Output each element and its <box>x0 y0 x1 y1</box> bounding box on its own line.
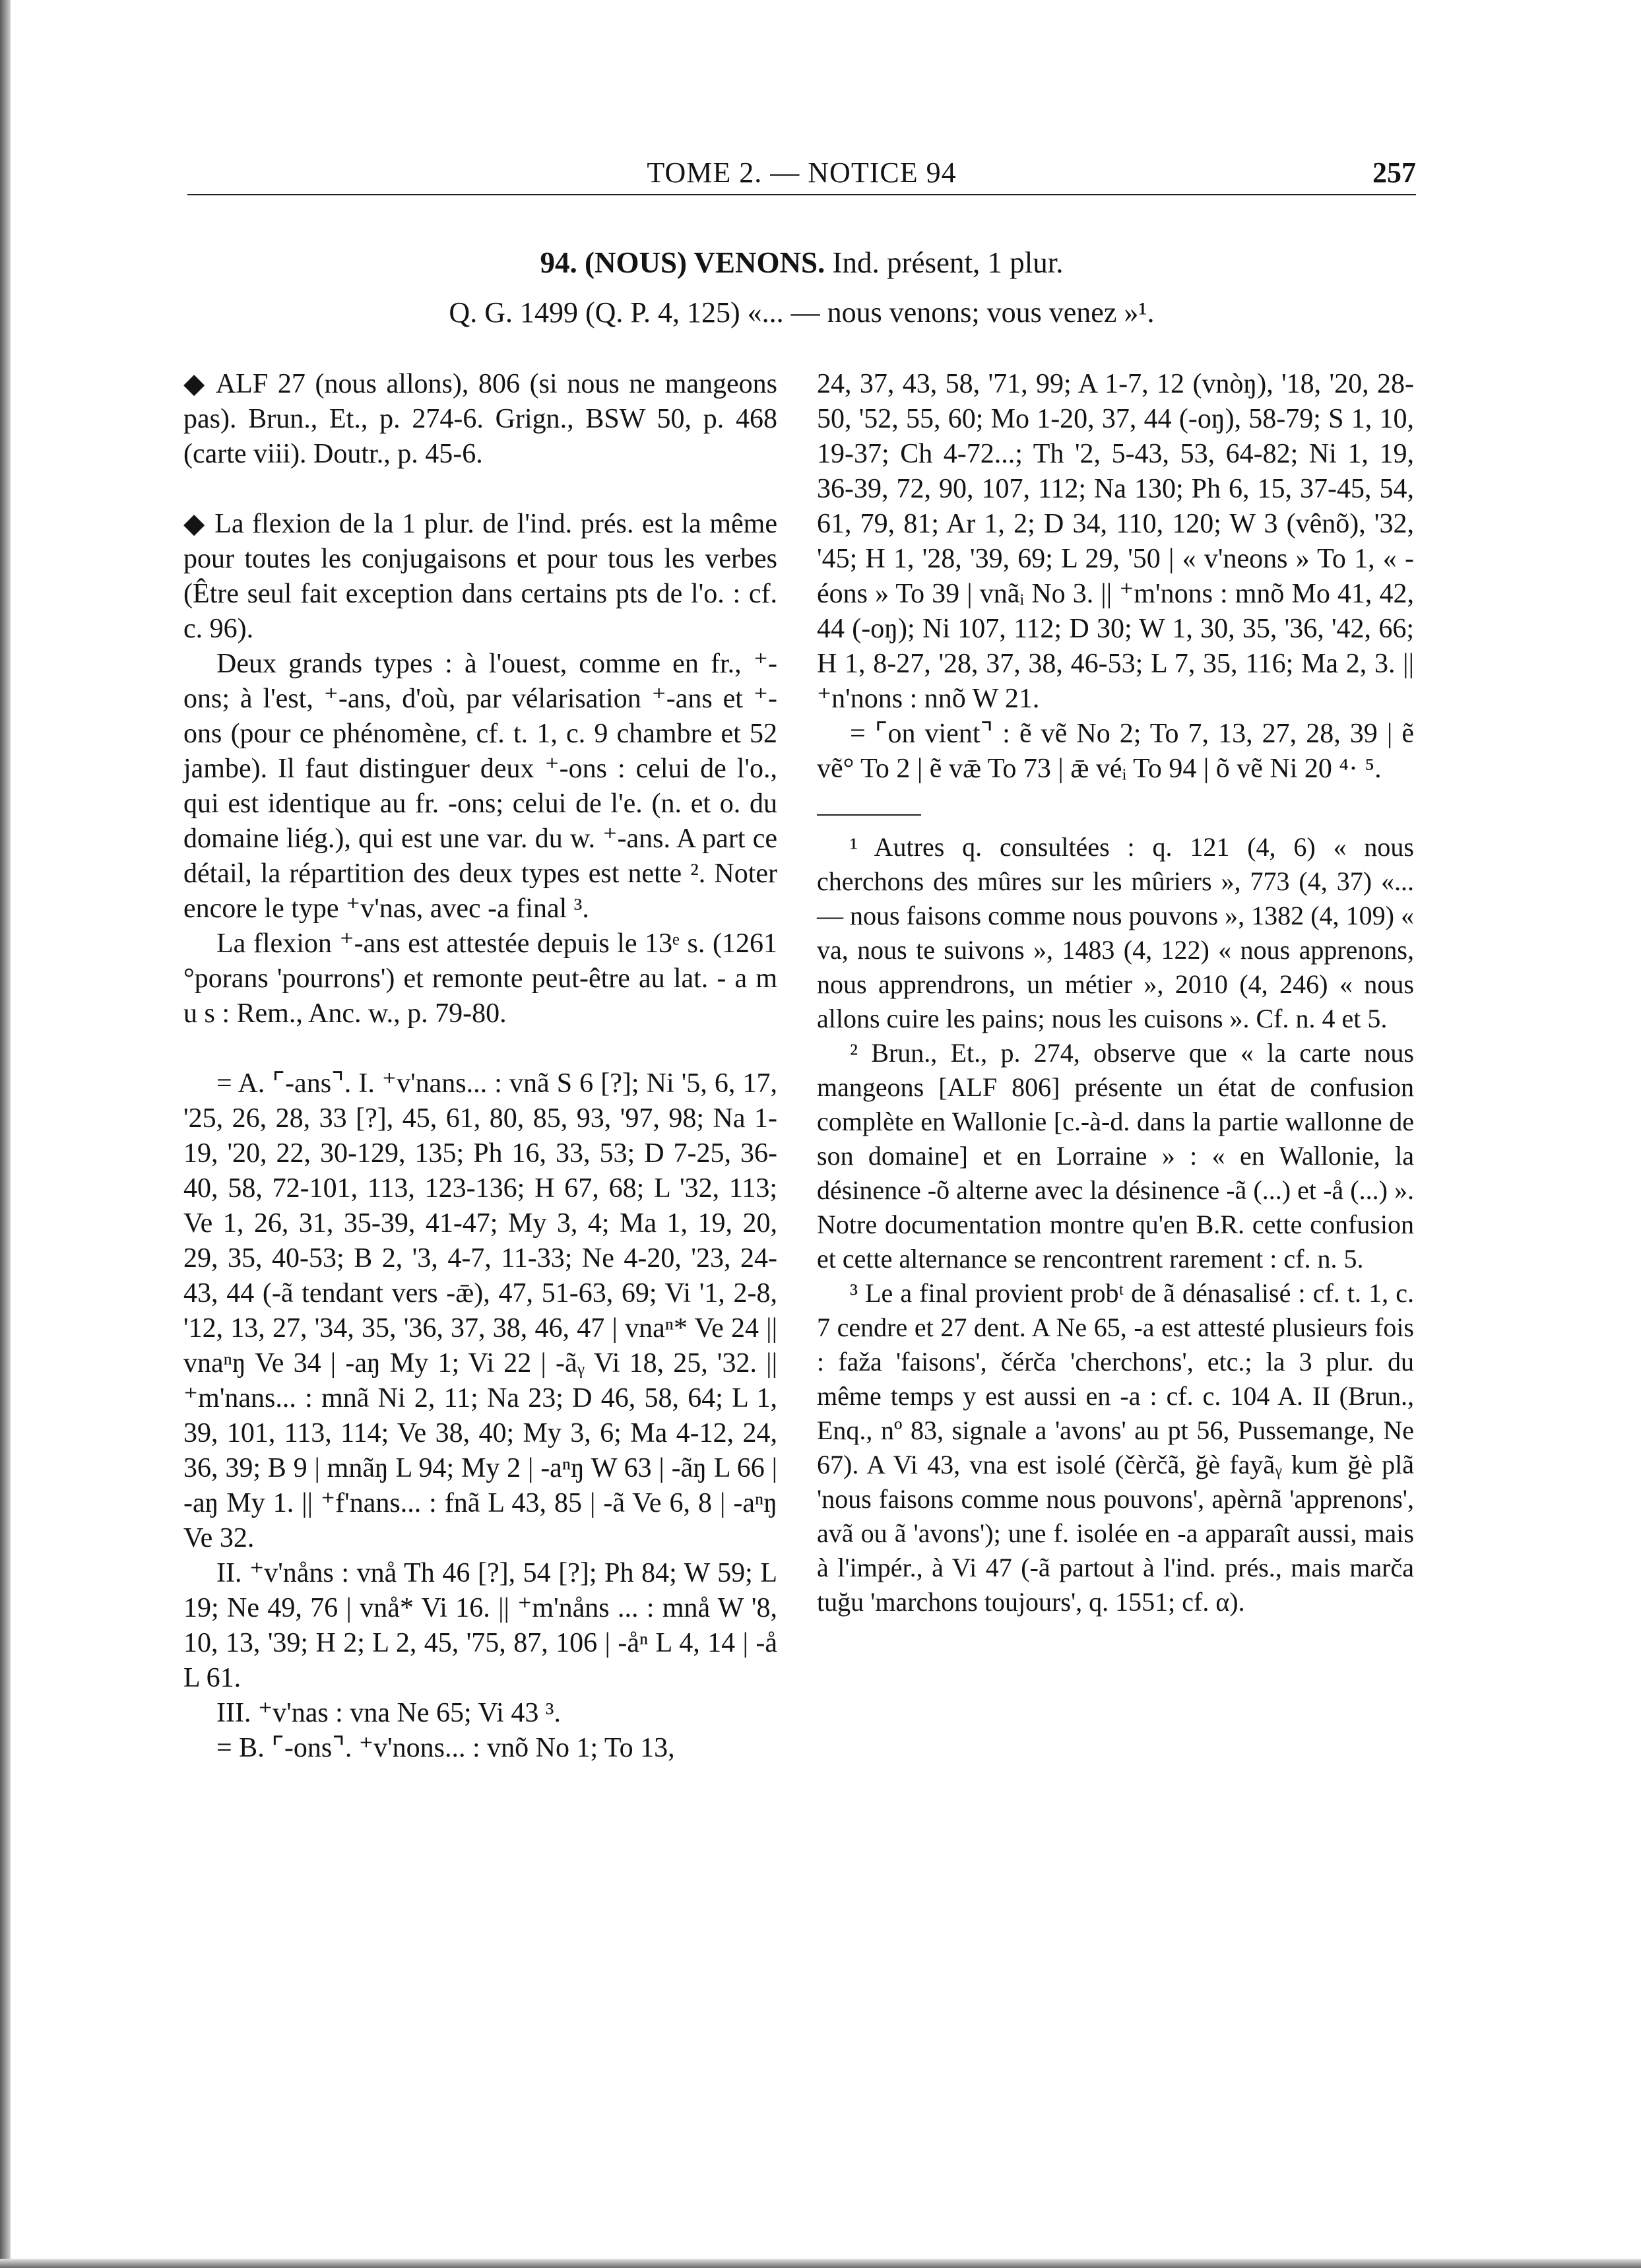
footnote-3: ³ Le a final provient probᵗ de ã dénasalisé : cf. t. 1, c. 7 cendre et 27 dent. A Ne 65, -a est attesté plusieurs fois : faža 'faisons', čérča 'cherchons', etc.; la 3 plur. du même temps y est aussi en -a : cf. c. 104 A. II (Brun., Enq., nº 83, signale a 'avons' au pt 56, Pussemange, Ne 67). A Vi 43, vna est isolé (čèrčã, ğè fayãᵧ kum ğè plã 'nous faisons comme nous pouvons', apèrnã 'apprenons', avã ou ã 'avons'); une f. isolée en -a apparaît aussi, mais à l'impér., à Vi 47 (-ã partout à l'ind. prés., mais marča tuğu 'marchons toujours', q. 1551; cf. α). <box>817 1278 1414 1617</box>
paragraph-flexion: ◆ La flexion de la 1 plur. de l'ind. prés. est la même pour toutes les conjugaisons et pour tous les verbes (Être seul fait exception dans certains pts de l'o. : cf. c. 96). <box>183 509 777 644</box>
paragraph-history: La flexion ⁺-ans est attestée depuis le 13ᵉ s. (1261 °porans 'pourrons') et remonte peut-être au lat. - a m u s : Rem., Anc. w., p. 79-80. <box>183 928 777 1029</box>
footnote-rule <box>817 814 921 816</box>
section-a-ii: II. ⁺v'nåns : vnå Th 46 [?], 54 [?]; Ph 84; W 59; L 19; Ne 49, 76 | vnå* Vi 16. || ⁺m'nåns ... : mnå W '8, 10, 13, '39; H 2; L 2, 45, '75, 87, 106 | -åⁿ L 4, 14 | -å L 61. <box>183 1558 777 1693</box>
right-column <box>817 367 1414 1619</box>
notice-number: 94. <box>540 246 577 279</box>
paragraph-references: ◆ ALF 27 (nous allons), 806 (si nous ne mangeons pas). Brun., Et., p. 274-6. Grign., BSW 50, p. 468 (carte viii). Doutr., p. 45-6. <box>183 369 777 469</box>
section-a-iii: III. ⁺v'nas : vna Ne 65; Vi 43 ³. <box>216 1698 561 1728</box>
running-header <box>187 156 1416 197</box>
footnote-1: ¹ Autres q. consultées : q. 121 (4, 6) « nous cherchons des mûres sur les mûriers », 773 (4, 37) «... — nous faisons comme nous pouvons », 1382 (4, 109) « va, nous te suivons », 1483 (4, 122) « nous apprenons, nous apprendrons, un métier », 2010 (4, 246) « nous allons cuire les pains; nous les cuisons ». Cf. n. 4 et 5. <box>817 832 1414 1033</box>
section-b-continued: 24, 37, 43, 58, '71, 99; A 1-7, 12 (vnòŋ), '18, '20, 28-50, '52, 55, 60; Mo 1-20, 37, 44 (-oŋ), 58-79; S 1, 10, 19-37; Ch 4-72...; Th '2, 5-43, 53, 64-82; Ni 1, 19, 36-39, 72, 90, 107, 112; Na 130; Ph 6, 15, 37-45, 54, 61, 79, 81; Ar 1, 2; D 34, 110, 120; W 3 (vênõ), '32, '45; H 1, '28, '39, 69; L 29, '50 | « v'neons » To 1, « -éons » To 39 | vnãᵢ No 3. || ⁺m'nons : mnõ Mo 41, 42, 44 (-oŋ); Ni 107, 112; D 30; W 1, 30, 35, '36, '42, 66; H 1, 8-27, '28, 37, 38, 46-53; L 7, 35, 116; Ma 2, 3. || ⁺n'nons : nnõ W 21. <box>817 369 1414 714</box>
left-column <box>183 367 777 1766</box>
scan-edge-bottom <box>0 2259 1641 2268</box>
paragraph-types: Deux grands types : à l'ouest, comme en fr., ⁺-ons; à l'est, ⁺-ans, d'où, par vélarisation ⁺-ans et ⁺-ons (pour ce phénomène, cf. t. 1, c. 9 chambre et 52 jambe). Il faut distinguer deux ⁺-ons : celui de l'o., qui est identique au fr. -ons; celui de l'e. (n. et o. du domaine liég.), qui est une var. du w. ⁺-ans. A part ce détail, la répartition des deux types est nette ². Noter encore le type ⁺v'nas, avec -a final ³. <box>183 649 777 924</box>
header-rule <box>187 194 1416 195</box>
notice-title <box>187 245 1416 280</box>
footnote-2: ² Brun., Et., p. 274, observe que « la carte nous mangeons [ALF 806] présente un état de confusion complète en Wallonie [c.-à-d. dans la partie wallonne de son domaine] et en Lorraine » : « en Wallonie, la désinence -õ alterne avec la désinence -ã (...) et -å (...) ». Notre documentation montre qu'en B.R. cette confusion et cette alternance se rencontrent rarement : cf. n. 5. <box>817 1038 1414 1274</box>
running-title: TOME 2. — NOTICE 94 <box>647 156 957 189</box>
section-b-ons: = B. ⌜-ons⌝. ⁺v'nons... : vnõ No 1; To 13, <box>216 1733 675 1763</box>
notice-grammar: Ind. présent, 1 plur. <box>832 246 1064 279</box>
page-number: 257 <box>1372 156 1416 189</box>
notice-headword: (NOUS) VENONS. <box>585 246 825 279</box>
section-on-vient: = ⌜on vient⌝ : ẽ vẽ No 2; To 7, 13, 27, 28, 39 | ẽ vẽ° To 2 | ẽ vǣ To 73 | ǣ véᵢ To 94 | õ vẽ Ni 20 ⁴· ⁵. <box>817 719 1414 784</box>
section-a-ans: = A. ⌜-ans⌝. I. ⁺v'nans... : vnã S 6 [?]; Ni '5, 6, 17, '25, 26, 28, 33 [?], 45, 61, 80, 85, 93, '97, 98; Na 1-19, '20, 22, 30-129, 135; Ph 16, 33, 53; D 7-25, 36-40, 58, 72-101, 113, 123-136; H 67, 68; L '32, 113; Ve 1, 26, 31, 35-39, 41-47; My 3, 4; Ma 1, 19, 20, 29, 35, 40-53; B 2, '3, 4-7, 11-33; Ne 4-20, '23, 24-43, 44 (-ã tendant vers -ǣ), 47, 51-63, 69; Vi '1, 2-8, '12, 13, 27, '34, 35, '36, 37, 38, 46, 47 | vnaⁿ* Ve 24 || vnaⁿŋ Ve 34 | -aŋ My 1; Vi 22 | -ãᵧ Vi 18, 25, '32. || ⁺m'nans... : mnã Ni 2, 11; Na 23; D 46, 58, 64; L 1, 39, 101, 113, 114; Ve 38, 40; My 3, 6; Ma 4-12, 24, 36, 39; B 9 | mnãŋ L 94; My 2 | -aⁿŋ W 63 | -ãŋ L 66 | -aŋ My 1. || ⁺f'nans... : fnã L 43, 85 | -ã Ve 6, 8 | -aⁿŋ Ve 32. <box>183 1068 777 1553</box>
questionnaire-reference: Q. G. 1499 (Q. P. 4, 125) «... — nous venons; vous venez »¹. <box>449 296 1155 329</box>
scan-edge-left <box>0 0 11 2268</box>
